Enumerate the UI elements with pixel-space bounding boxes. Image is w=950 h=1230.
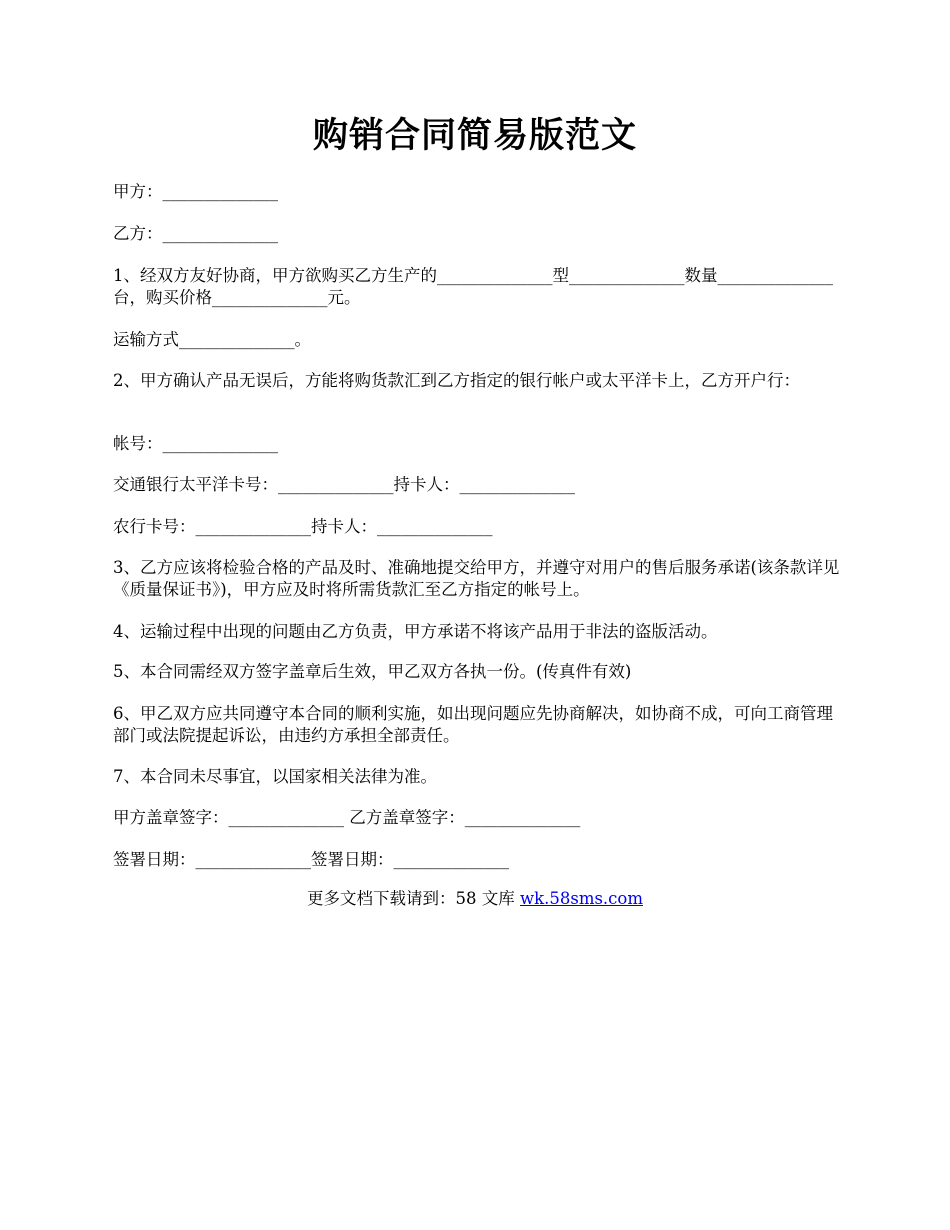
clause-5: 5、本合同需经双方签字盖章后生效，甲乙双方各执一份。(传真件有效) — [113, 662, 632, 681]
account-number-line: 帐号：______________ — [113, 434, 278, 453]
sign-date-line: 签署日期：______________签署日期：______________ — [113, 850, 509, 869]
clause-6: 6、甲乙双方应共同遵守本合同的顺利实施，如出现问题应先协商解决，如协商不成，可向工商管理部门或法院提起诉讼，由违约方承担全部责任。 — [113, 704, 833, 745]
footer-text: 更多文档下载请到：58 文库 — [306, 889, 520, 908]
transport-method-line: 运输方式______________。 — [113, 330, 311, 349]
clause-4: 4、运输过程中出现的问题由乙方负责，甲方承诺不将该产品用于非法的盗版活动。 — [113, 622, 718, 641]
party-a-line: 甲方：______________ — [113, 182, 278, 201]
clause-7: 7、本合同未尽事宜，以国家相关法律为准。 — [113, 767, 437, 786]
clause-1: 1、经双方友好协商，甲方欲购买乙方生产的______________型______________数量______________ 台，购买价格______________元。 — [113, 266, 839, 307]
party-b-line: 乙方：______________ — [113, 224, 278, 243]
abc-card-line: 农行卡号：______________持卡人：______________ — [113, 517, 493, 536]
clause-2: 2、甲方确认产品无误后，方能将购货款汇到乙方指定的银行帐户或太平洋卡上，乙方开户行： — [113, 371, 800, 390]
footer — [0, 888, 950, 910]
signature-line: 甲方盖章签字：______________ 乙方盖章签字：______________ — [113, 808, 581, 827]
document-title: 购销合同简易版范文 — [312, 115, 637, 156]
footer-link[interactable]: wk.58sms.com — [519, 889, 643, 908]
bocom-card-line: 交通银行太平洋卡号：______________持卡人：______________ — [113, 475, 575, 494]
clause-3: 3、乙方应该将检验合格的产品及时、准确地提交给甲方，并遵守对用户的售后服务承诺(该条款详见《质量保证书》)，甲方应及时将所需货款汇至乙方指定的帐号上。 — [113, 558, 840, 599]
